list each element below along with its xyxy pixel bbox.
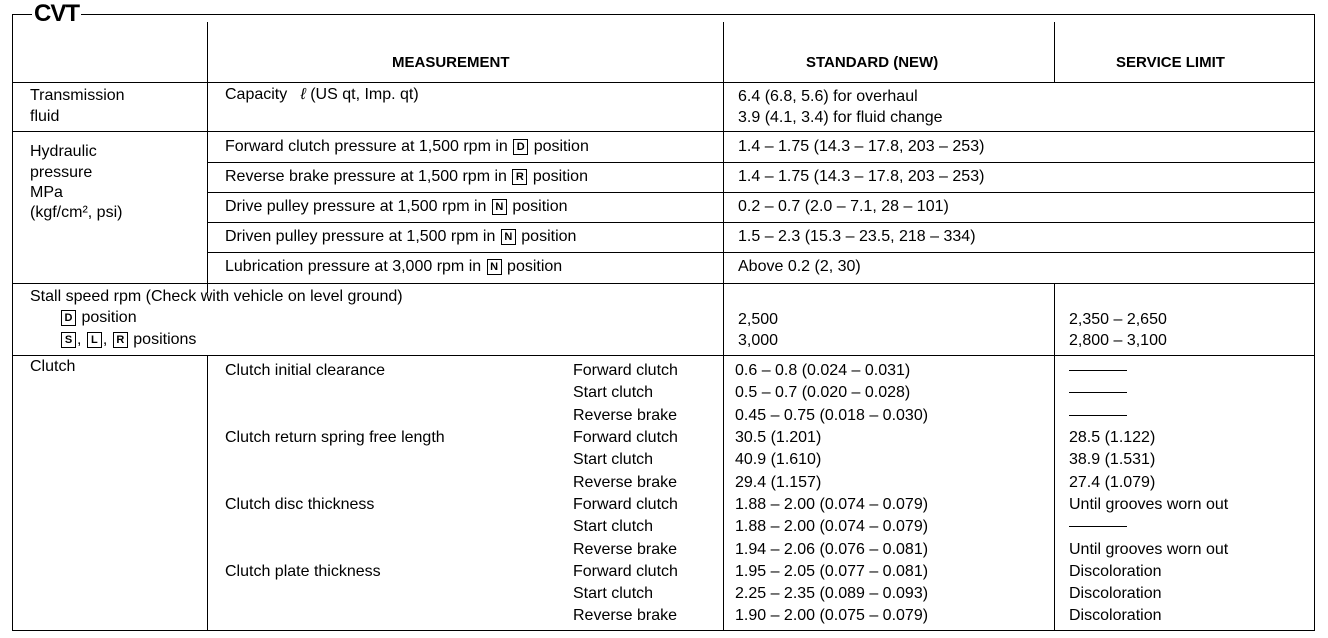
clutch-standard: 29.4 (1.157) — [735, 474, 822, 491]
clutch-standard: 30.5 (1.201) — [735, 429, 822, 446]
header-standard: STANDARD (NEW) — [806, 54, 939, 71]
stall-d-position: D position — [60, 307, 137, 329]
clutch-standard: 1.90 – 2.00 (0.075 – 0.079) — [735, 607, 929, 624]
stall-d-limit: 2,350 – 2,650 — [1069, 311, 1167, 328]
stall-slr-positions: S , L , R positions — [60, 329, 196, 351]
capacity-overhaul: 6.4 (6.8, 5.6) for overhaul — [738, 88, 918, 105]
clutch-part: Reverse brake — [573, 474, 678, 491]
pressure-row-label: Lubrication pressure at 3,000 rpm in N position — [225, 258, 563, 275]
divider — [207, 192, 1315, 193]
divider — [207, 252, 1315, 253]
fluid-label: Transmission — [30, 87, 125, 104]
clutch-standard: 0.6 – 0.8 (0.024 – 0.031) — [735, 362, 911, 379]
divider — [12, 131, 1315, 132]
clutch-standard: 1.94 – 2.06 (0.076 – 0.081) — [735, 541, 929, 558]
divider — [207, 355, 208, 631]
hydraulic-label: (kgf/cm², psi) — [30, 204, 123, 221]
clutch-limit: Discoloration — [1069, 563, 1162, 580]
clutch-limit-none — [1069, 360, 1127, 382]
pressure-row-label: Reverse brake pressure at 1,500 rpm in R position — [225, 168, 588, 185]
divider — [12, 283, 1315, 284]
clutch-part: Start clutch — [573, 518, 654, 535]
pressure-row-value: Above 0.2 (2, 30) — [738, 258, 861, 275]
stall-slr-limit: 2,800 – 3,100 — [1069, 332, 1167, 349]
divider — [723, 22, 724, 631]
capacity-label: Capacity ℓ (US qt, Imp. qt) — [225, 86, 419, 103]
divider — [1054, 22, 1055, 83]
stall-d-standard: 2,500 — [738, 311, 779, 328]
pressure-row-label: Driven pulley pressure at 1,500 rpm in N position — [225, 228, 577, 245]
clutch-limit: Discoloration — [1069, 607, 1162, 624]
clutch-limit: Until grooves worn out — [1069, 541, 1229, 558]
clutch-limit: Until grooves worn out — [1069, 496, 1229, 513]
pressure-row-value: 0.2 – 0.7 (2.0 – 7.1, 28 – 101) — [738, 198, 949, 215]
hydraulic-label: Hydraulic — [30, 143, 97, 160]
clutch-standard: 1.95 – 2.05 (0.077 – 0.081) — [735, 563, 929, 580]
stall-slr-standard: 3,000 — [738, 332, 779, 349]
clutch-part: Reverse brake — [573, 541, 678, 558]
clutch-standard: 1.88 – 2.00 (0.074 – 0.079) — [735, 518, 929, 535]
clutch-part: Reverse brake — [573, 407, 678, 424]
clutch-standard: 2.25 – 2.35 (0.089 – 0.093) — [735, 585, 929, 602]
clutch-group-name: Clutch return spring free length — [225, 429, 445, 446]
divider — [207, 222, 1315, 223]
clutch-part: Start clutch — [573, 585, 654, 602]
hydraulic-label: pressure — [30, 164, 93, 181]
capacity-fluid-change: 3.9 (4.1, 3.4) for fluid change — [738, 109, 943, 126]
clutch-group-name: Clutch plate thickness — [225, 563, 381, 580]
hydraulic-label: MPa — [30, 184, 63, 201]
clutch-limit-none — [1069, 405, 1127, 427]
clutch-standard: 0.45 – 0.75 (0.018 – 0.030) — [735, 407, 929, 424]
pressure-row-label: Drive pulley pressure at 1,500 rpm in N position — [225, 198, 568, 215]
clutch-limit-none — [1069, 382, 1127, 404]
clutch-part: Forward clutch — [573, 362, 678, 379]
divider — [207, 162, 1315, 163]
clutch-group-name: Clutch disc thickness — [225, 496, 375, 513]
divider — [12, 82, 1315, 83]
clutch-standard: 0.5 – 0.7 (0.020 – 0.028) — [735, 384, 911, 401]
clutch-limit: 27.4 (1.079) — [1069, 474, 1156, 491]
stall-speed-label: Stall speed rpm (Check with vehicle on level ground) — [30, 288, 403, 305]
clutch-part: Forward clutch — [573, 563, 678, 580]
clutch-part: Forward clutch — [573, 496, 678, 513]
clutch-limit: 38.9 (1.531) — [1069, 451, 1156, 468]
clutch-group-name: Clutch initial clearance — [225, 362, 386, 379]
clutch-standard: 1.88 – 2.00 (0.074 – 0.079) — [735, 496, 929, 513]
pressure-row-value: 1.4 – 1.75 (14.3 – 17.8, 203 – 253) — [738, 138, 985, 155]
clutch-part: Start clutch — [573, 384, 654, 401]
clutch-label: Clutch — [30, 358, 76, 375]
header-measurement: MEASUREMENT — [392, 54, 510, 71]
clutch-part: Reverse brake — [573, 607, 678, 624]
fluid-label: fluid — [30, 108, 60, 125]
pressure-row-value: 1.5 – 2.3 (15.3 – 23.5, 218 – 334) — [738, 228, 976, 245]
header-service-limit: SERVICE LIMIT — [1116, 54, 1225, 71]
clutch-limit: Discoloration — [1069, 585, 1162, 602]
section-title: CVT — [34, 0, 79, 27]
clutch-standard: 40.9 (1.610) — [735, 451, 822, 468]
pressure-row-value: 1.4 – 1.75 (14.3 – 17.8, 203 – 253) — [738, 168, 985, 185]
divider — [1054, 284, 1055, 631]
clutch-part: Forward clutch — [573, 429, 678, 446]
divider — [12, 355, 1315, 356]
clutch-part: Start clutch — [573, 451, 654, 468]
clutch-limit: 28.5 (1.122) — [1069, 429, 1156, 446]
clutch-limit-none — [1069, 516, 1127, 538]
pressure-row-label: Forward clutch pressure at 1,500 rpm in D position — [225, 138, 589, 155]
